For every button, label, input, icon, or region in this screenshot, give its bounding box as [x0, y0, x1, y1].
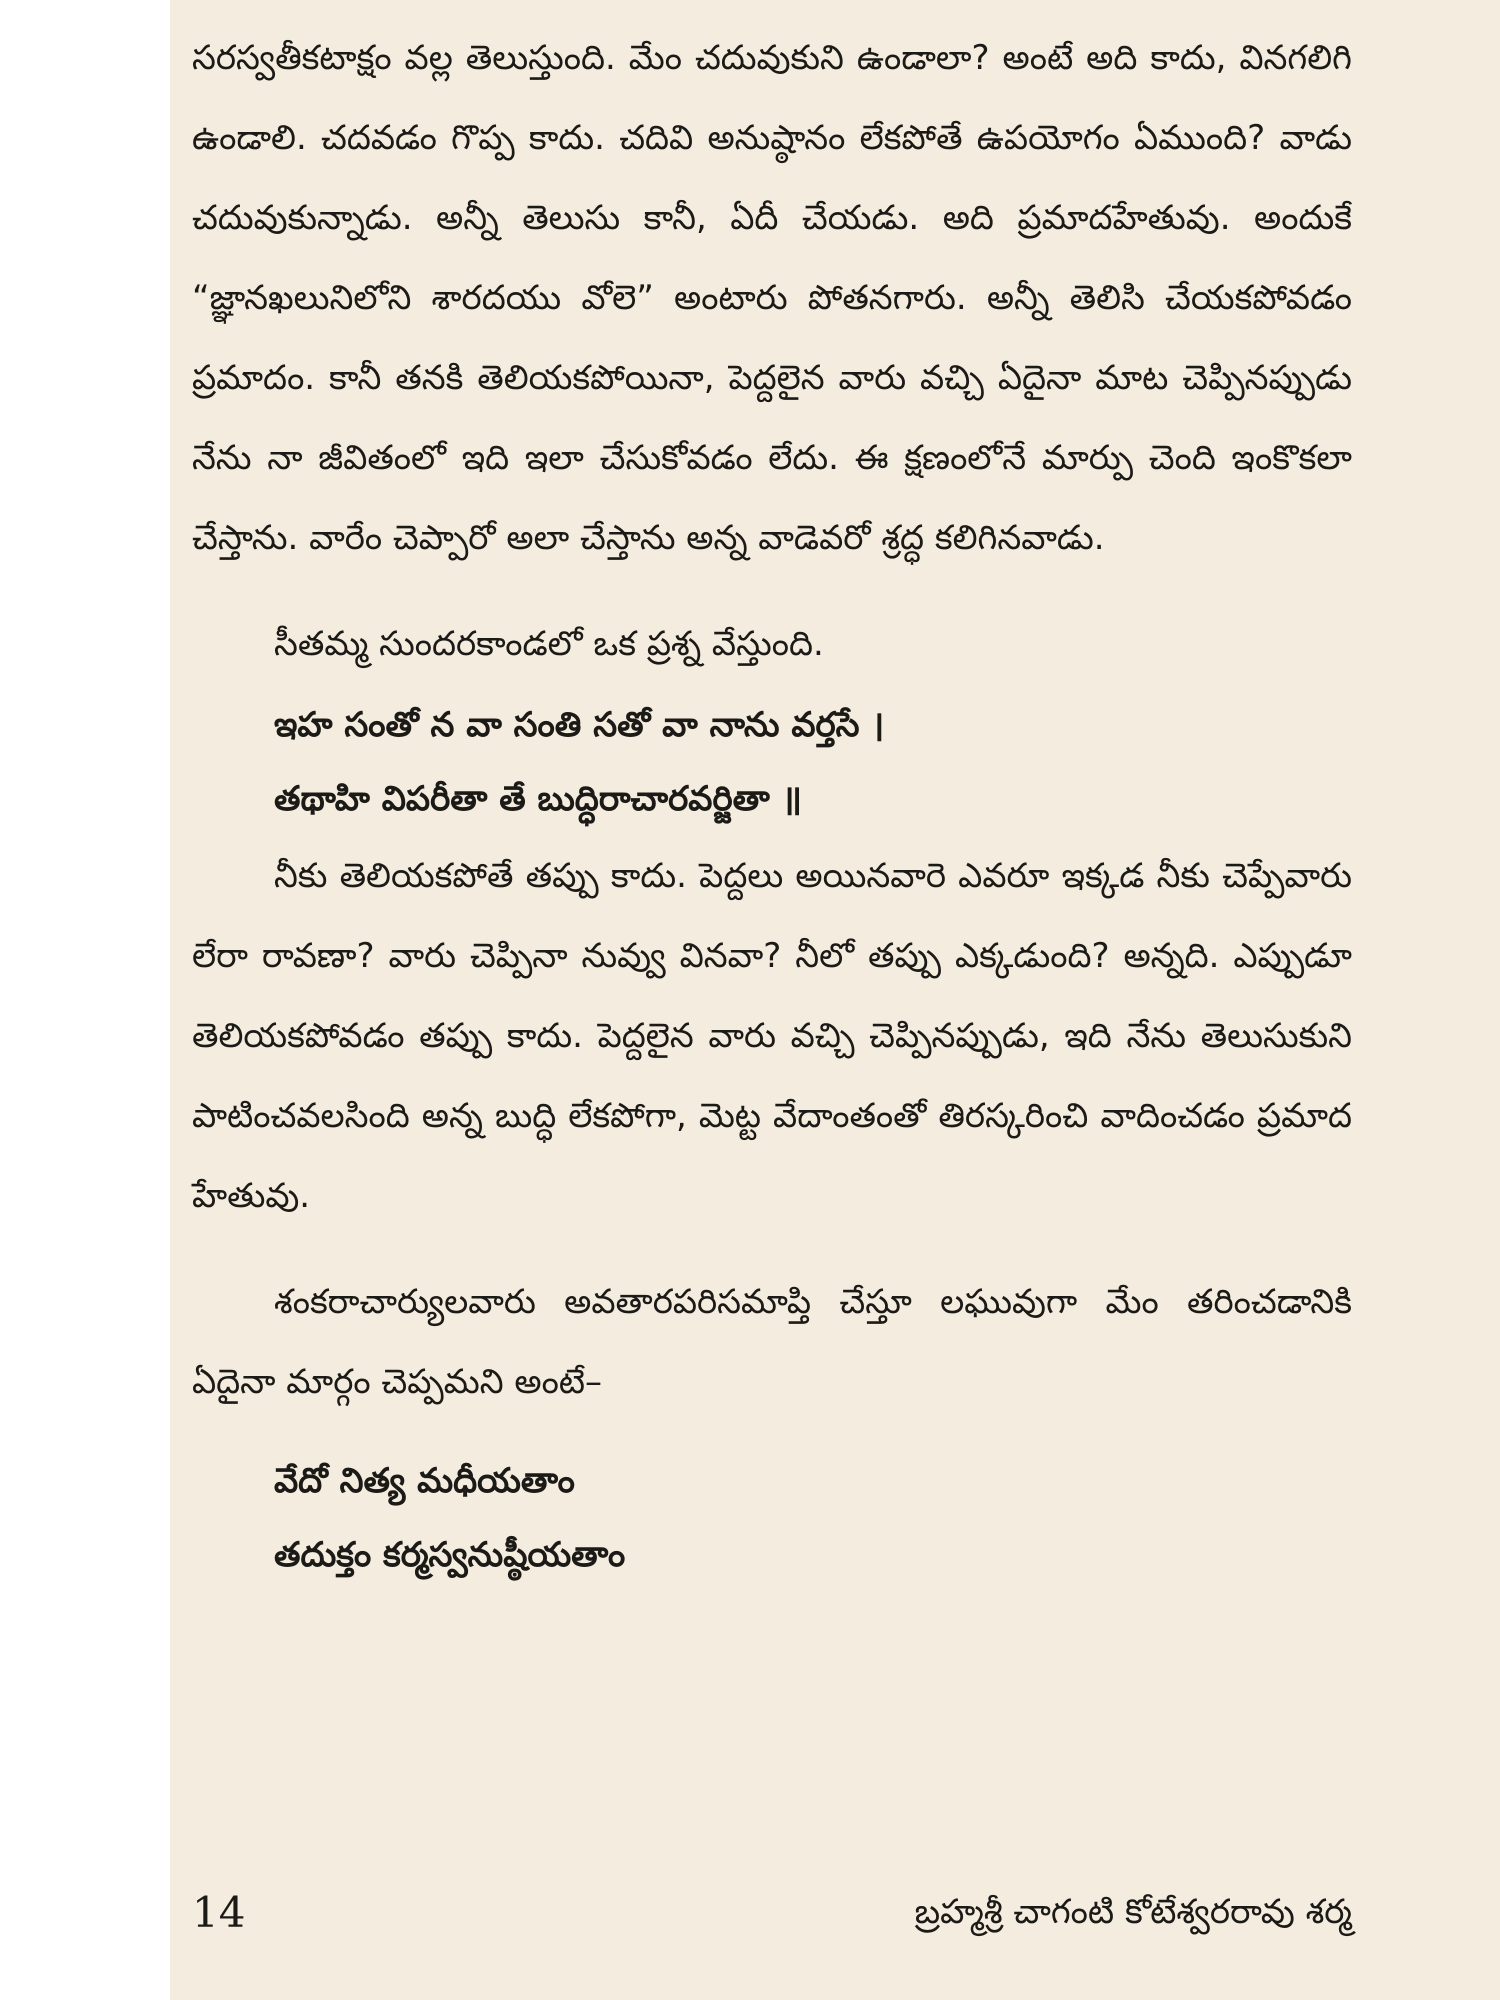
page-footer	[192, 1888, 1352, 1958]
paragraph-3: నీకు తెలియకపోతే తప్పు కాదు. పెద్దలు అయినవారె ఎవరూ ఇక్కడ నీకు చెప్పేవారు లేరా రావణా? వారు చెప్పినా నువ్వు వినవా? నీలో తప్పు ఎక్కడుంది? అన్నది. ఎప్పుడూ తెలియకపోవడం తప్పు కాదు. పెద్దలైన వారు వచ్చి చెప్పినప్పుడు, ఇది నేను తెలుసుకుని పాటించవలసింది అన్న బుద్ధి లేకపోగా, మెట్ట వేదాంతంతో తిరస్కరించి వాదించడం ప్రమాద హేతువు.	[192, 856, 1352, 1216]
verse-block-1	[192, 688, 1352, 836]
verse-block-2	[192, 1444, 1352, 1592]
paragraph-2: సీతమ్మ సుందరకాండలో ఒక ప్రశ్న వేస్తుంది.	[274, 624, 824, 664]
page-content	[192, 18, 1352, 1592]
book-page	[170, 0, 1500, 2000]
verse-line: తదుక్తం కర్మస్వనుష్ఠీయతాం	[274, 1535, 626, 1575]
verse-line: తథాహి విపరీతా తే బుద్ధిరాచారవర్జితా ॥	[274, 779, 803, 819]
paragraph-1: సరస్వతీకటాక్షం వల్ల తెలుస్తుంది. మేం చదువుకుని ఉండాలా? అంటే అది కాదు, వినగలిగి ఉండాలి. చదవడం గొప్ప కాదు. చదివి అనుష్ఠానం లేకపోతే ఉపయోగం ఏముంది? వాడు చదువుకున్నాడు. అన్నీ తెలుసు కానీ, ఏదీ చేయడు. అది ప్రమాదహేతువు. అందుకే “జ్ఞానఖలునిలోని శారదయు వోలె” అంటారు పోతనగారు. అన్నీ తెలిసి చేయకపోవడం ప్రమాదం. కానీ తనకి తెలియకపోయినా, పెద్దలైన వారు వచ్చి ఏదైనా మాట చెప్పినప్పుడు నేను నా జీవితంలో ఇది ఇలా చేసుకోవడం లేదు. ఈ క్షణంలోనే మార్పు చెంది ఇంకొకలా చేస్తాను. వారేం చెప్పారో అలా చేస్తాను అన్న వాడెవరో శ్రద్ధ కలిగినవాడు.	[192, 38, 1352, 558]
page-number: 14	[192, 1888, 246, 1937]
paragraph-4: శంకరాచార్యులవారు అవతారపరిసమాప్తి చేస్తూ లఘువుగా మేం తరించడానికి ఏదైనా మార్గం చెప్పమని అంటే–	[192, 1282, 1352, 1402]
verse-line: వేదో నిత్య మధీయతాం	[274, 1461, 575, 1501]
verse-line: ఇహ సంతో న వా సంతి సతో వా నాను వర్తసే ।	[274, 705, 885, 745]
author-name: బ్రహ్మశ్రీ చాగంటి కోటేశ్వరరావు శర్మ	[914, 1892, 1352, 1932]
